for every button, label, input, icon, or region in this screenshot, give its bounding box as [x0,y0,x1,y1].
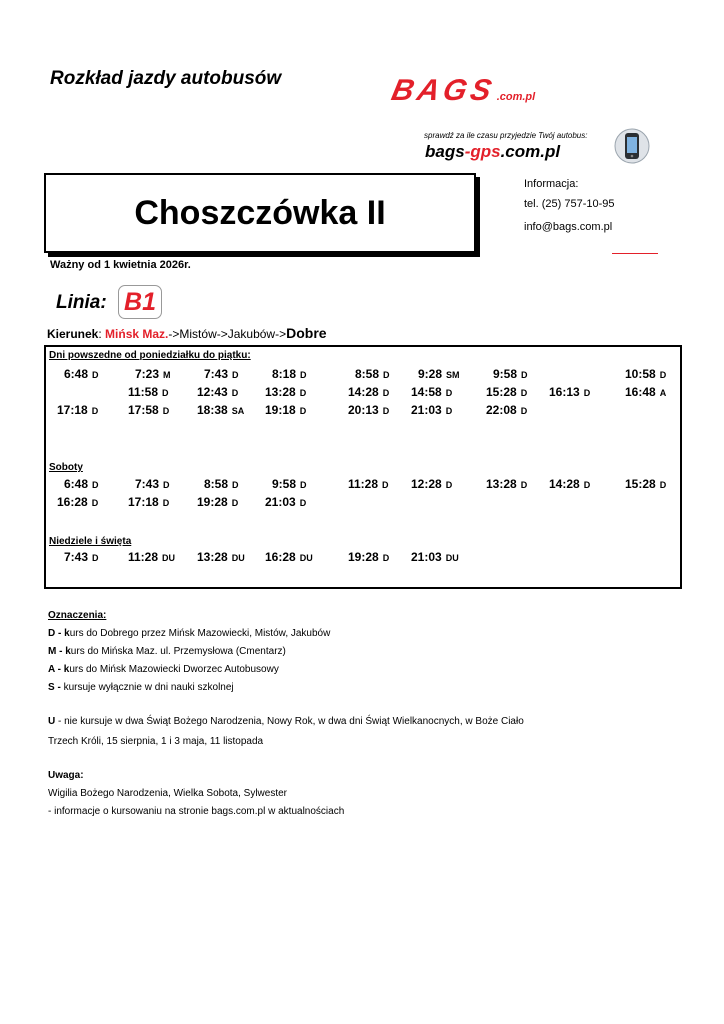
departure-time: 19:28 [197,495,228,509]
departure-marker: D [520,480,528,490]
departure-time: 7:43 [135,477,160,491]
gps-note: sprawdź za ile czasu przyjedzie Twój autobus: [424,131,588,140]
departure-marker: SM [446,370,460,380]
departure [272,367,307,381]
departure [272,477,307,491]
departure-marker: D [445,480,453,490]
departure-time: 15:28 [486,385,517,399]
departure [197,403,244,417]
departure [348,477,389,491]
departure-time: 13:28 [197,550,228,564]
departure-time: 6:48 [64,367,89,381]
departure [197,495,238,509]
departure-marker: D [91,406,99,416]
departure-marker: D [659,480,667,490]
departure [64,477,99,491]
departure-marker: M [163,370,171,380]
direction-colon: : [98,327,106,341]
departure [348,550,389,564]
departure-marker: A [659,388,667,398]
legend-item-a: A - kurs do Mińsk Mazowiecki Dworzec Autobusowy [48,664,279,675]
departure-time: 9:28 [418,367,443,381]
departure-marker: DU [231,553,245,563]
departure [57,403,98,417]
departure-time: 21:03 [411,403,442,417]
departure [411,550,459,564]
note-title: Uwaga: [48,770,84,781]
departure-marker: D [382,388,390,398]
departure [265,403,306,417]
departure-marker: D [300,480,307,490]
departure [128,403,169,417]
gps-site-part-c: .com.pl [500,142,561,161]
departure [625,367,666,381]
logo-main-text: BAGS [388,74,499,107]
departure-time: 9:58 [493,367,518,381]
departure [64,367,99,381]
departure-marker: D [583,480,591,490]
departure-time: 14:28 [549,477,580,491]
departure [265,495,306,509]
departure [625,477,666,491]
departure-marker: D [521,370,528,380]
departure-time: 14:58 [411,385,442,399]
departure-time: 16:28 [57,495,88,509]
departure [197,385,238,399]
departure-time: 16:28 [265,550,296,564]
gps-site-link[interactable] [425,142,560,162]
departure-marker: D [91,498,99,508]
section-label-saturday: Soboty [49,462,83,473]
direction [47,325,327,341]
departure-marker: SA [231,406,245,416]
departure-time: 11:28 [128,550,159,564]
departure [265,550,313,564]
note-line-1: Wigilia Bożego Narodzenia, Wielka Sobota, Sylwester [48,788,287,799]
departure-time: 14:28 [348,385,379,399]
departure-time: 16:48 [625,385,656,399]
departure [549,477,590,491]
departure-marker: D [92,370,99,380]
departure [411,385,452,399]
departure-marker: D [583,388,591,398]
departure-time: 21:03 [411,550,442,564]
departure-marker: D [520,388,528,398]
departure [411,403,452,417]
departure [265,385,306,399]
departure [128,550,175,564]
valid-from: Ważny od 1 kwietnia 2026r. [50,259,191,271]
departure-time: 8:58 [355,367,380,381]
departure-time: 7:43 [204,367,229,381]
departure [355,367,390,381]
departure-marker: D [382,406,390,416]
departure [411,477,452,491]
info-phone[interactable]: tel. (25) 757-10-95 [524,198,615,210]
gps-site-part-b: -gps [464,142,501,161]
legend-item-s: S - kursuje wyłącznie w dni nauki szkolnej [48,682,234,693]
departure-marker: D [162,406,170,416]
departure-marker: D [231,498,239,508]
note-line-2: - informacje o kursowaniu na stronie bags.com.pl w aktualnościach [48,806,345,817]
stop-name-box [44,173,476,253]
departure [486,385,527,399]
departure-time: 22:08 [486,403,517,417]
departure [135,477,170,491]
departure-marker: D [162,498,170,508]
departure [486,477,527,491]
departure-time: 20:13 [348,403,379,417]
legend-item-d: D - kurs do Dobrego przez Mińsk Mazowiecki, Mistów, Jakubów [48,628,331,639]
departure-marker: DU [299,553,313,563]
departure-marker: D [299,388,307,398]
departure [197,550,245,564]
departure [64,550,99,564]
departure-marker: DU [445,553,459,563]
departure-marker: D [382,553,390,563]
departure-time: 15:28 [625,477,656,491]
red-divider [612,253,658,254]
departure-marker: D [382,480,389,490]
departure-marker: D [445,388,453,398]
departure-marker: D [231,388,239,398]
departure-time: 8:58 [204,477,229,491]
departure-marker: D [659,370,667,380]
departure [549,385,590,399]
departure [348,385,389,399]
departure-time: 16:13 [549,385,580,399]
departure-time: 9:58 [272,477,297,491]
departure-time: 7:23 [135,367,160,381]
legend-title: Oznaczenia: [48,610,107,621]
departure-time: 17:18 [57,403,88,417]
departure-time: 10:58 [625,367,656,381]
departure [486,403,527,417]
legend-item-u-cont: Trzech Króli, 15 sierpnia, 1 i 3 maja, 11 listopada [48,736,264,747]
departure-marker: DU [162,553,176,563]
section-label-weekdays: Dni powszedne od poniedziałku do piątku: [49,350,251,361]
departure-time: 18:38 [197,403,228,417]
departure-time: 19:28 [348,550,379,564]
departure-marker: D [162,388,169,398]
departure-time: 6:48 [64,477,89,491]
departure-time: 12:28 [411,477,442,491]
departure-time: 13:28 [486,477,517,491]
departure-time: 19:18 [265,403,296,417]
departure [418,367,460,381]
logo-sub-text: .com.pl [496,91,536,103]
departure-time: 8:18 [272,367,297,381]
legend-item-m: M - kurs do Mińska Maz. ul. Przemysłowa (Cmentarz) [48,646,286,657]
section-label-sunday: Niedziele i święta [49,536,132,547]
gps-site-part-a: bags [425,142,465,161]
legend-item-u: U - nie kursuje w dwa Świąt Bożego Narodzenia, Nowy Rok, w dwa dni Świąt Wielkanocnych, w Boże Ciało [48,716,524,727]
direction-middle: ->Mistów->Jakubów-> [168,327,287,341]
direction-first-stop: Mińsk Maz. [105,327,169,341]
departure [128,385,169,399]
departure-marker: D [445,406,453,416]
departure [204,477,239,491]
direction-terminus: Dobre [286,325,327,341]
info-title: Informacja: [524,178,579,190]
departure-time: 21:03 [265,495,296,509]
departure-marker: D [232,370,239,380]
departure-marker: D [92,480,99,490]
departure-time: 13:28 [265,385,296,399]
departure [348,403,389,417]
departure-marker: D [383,370,390,380]
departure [493,367,528,381]
timetable-grid [44,345,682,589]
departure-marker: D [92,553,99,563]
departure [204,367,239,381]
departure-time: 17:58 [128,403,159,417]
departure-marker: D [232,480,239,490]
departure [135,367,171,381]
departure-time: 12:43 [197,385,228,399]
departure [57,495,98,509]
bags-logo [388,74,672,110]
departure-marker: D [299,498,307,508]
departure-time: 11:58 [128,385,159,399]
timetable-heading: Rozkład jazdy autobusów [50,68,282,89]
info-email[interactable]: info@bags.com.pl [524,221,613,233]
departure-time: 17:18 [128,495,159,509]
line-label: Linia: [56,292,107,313]
direction-label: Kierunek [47,327,99,341]
phone-icon [612,128,652,164]
departure [128,495,169,509]
departure-marker: D [299,406,307,416]
departure-time: 11:28 [348,477,379,491]
stop-name: Choszczówka II [134,193,386,232]
departure-marker: D [520,406,528,416]
line-number-badge: B1 [118,285,162,319]
departure-marker: D [163,480,170,490]
departure [625,385,666,399]
departure-time: 7:43 [64,550,89,564]
departure-marker: D [300,370,307,380]
